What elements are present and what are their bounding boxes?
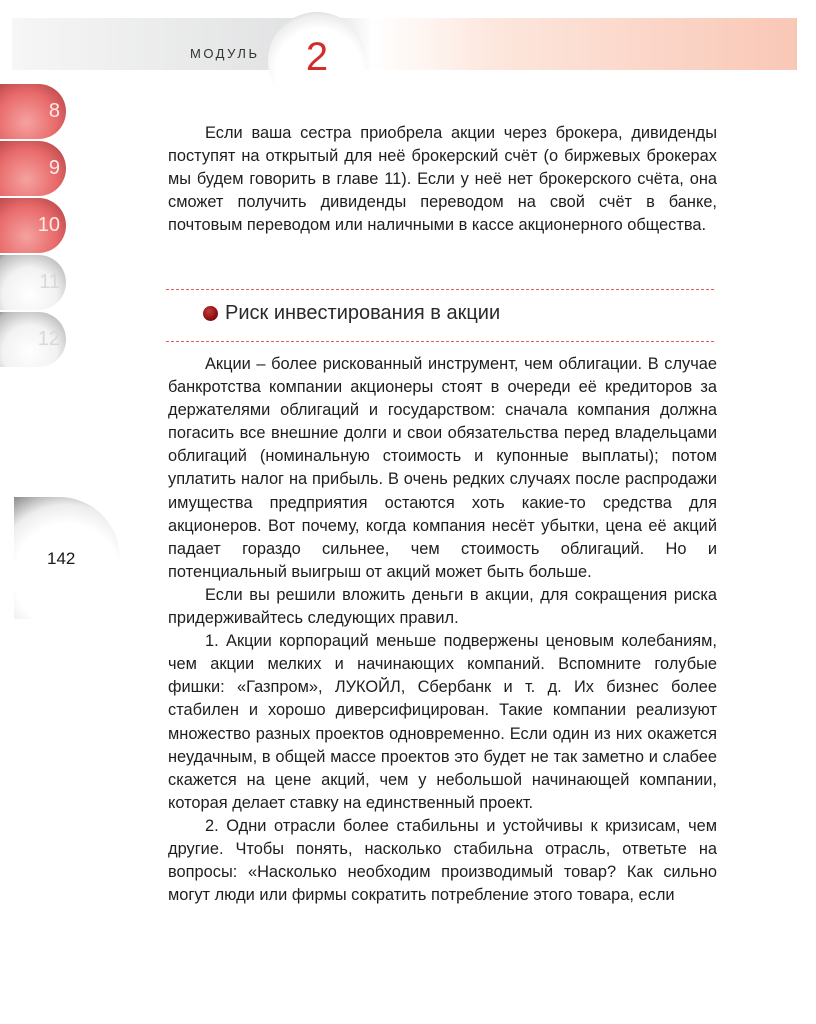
chapter-tab-label: 9 [48, 157, 60, 179]
module-number: 2 [305, 34, 329, 79]
module-header-band [12, 18, 797, 70]
body-paragraph: Если вы решили вложить деньги в акции, для сокращения риска придерживайтесь следующих правил. [168, 585, 717, 628]
chapter-tab-label: 11 [39, 271, 60, 293]
chapter-tab-8[interactable] [0, 84, 66, 139]
chapter-tab-9[interactable] [0, 141, 66, 196]
section-divider-bottom [166, 341, 714, 342]
intro-paragraph: Если ваша сестра приобрела акции через брокера, дивиденды поступят на открытый для неё брокерский счёт (о биржевых брокерах мы будем говорить в главе 11). Если у неё нет брокерского счёта, она сможет получить дивиденды переводом на свой счёт в банке, почтовым переводом или наличными в кассе акционерного общества. [168, 124, 717, 235]
section-body [168, 353, 717, 907]
chapter-tab-11[interactable] [0, 255, 66, 310]
section-title: Риск инвестирования в акции [225, 302, 501, 324]
page-number: 142 [47, 549, 76, 568]
bullet-dot-icon [203, 306, 218, 321]
chapter-tab-label: 12 [37, 328, 60, 350]
module-label: МОДУЛЬ [190, 46, 260, 61]
rule-item-1: 1. Акции корпораций меньше подвержены ценовым колебаниям, чем акции мелких и начинающих компаний. Вспомните голубые фишки: «Газпром», ЛУКОЙЛ, Сбербанк и т. д. Их бизнес более стабилен и хорошо диверсифицирован. Такие компании реализуют множество разных проектов одновременно. Если один из них окажется неудачным, в общей массе проектов это будет не так заметно и слабее скажется на цене акций, чем у небольшой начинающей компании, которая делает ставку на единственный проект. [168, 632, 717, 812]
rule-item-2: 2. Одни отрасли более стабильны и устойчивы к кризисам, чем другие. Чтобы понять, насколько стабильна отрасль, ответьте на вопросы: «Насколько необходим производимый товар? Как сильно могут люди или фирмы сократить потребление этого товара, если [168, 816, 717, 905]
chapter-tab-label: 10 [37, 214, 60, 236]
chapter-tab-label: 8 [48, 100, 60, 122]
body-paragraph: Акции – более рискованный инструмент, чем облигации. В случае банкротства компании акционеры стоят в очереди её кредиторов за держателями облигаций и государством: сначала компания должна погасить все внешние долги и свои обязательства перед владельцами облигаций (номинальную стоимость и купонные выплаты); потом уплатить налог на прибыль. В очень редких случаях после распродажи имущества предприятия остаются хоть какие-то средства для акционеров. Вот почему, когда компания несёт убытки, цена её акций падает гораздо сильнее, чем стоимость облигаций. Но и потенциальный выигрыш от акций может быть больше. [168, 355, 717, 581]
section-heading [203, 302, 500, 325]
chapter-tab-12[interactable] [0, 312, 66, 367]
module-number-badge [268, 12, 366, 110]
section-divider-top [166, 289, 714, 290]
chapter-tab-10[interactable] [0, 198, 66, 253]
intro-text [168, 122, 717, 237]
